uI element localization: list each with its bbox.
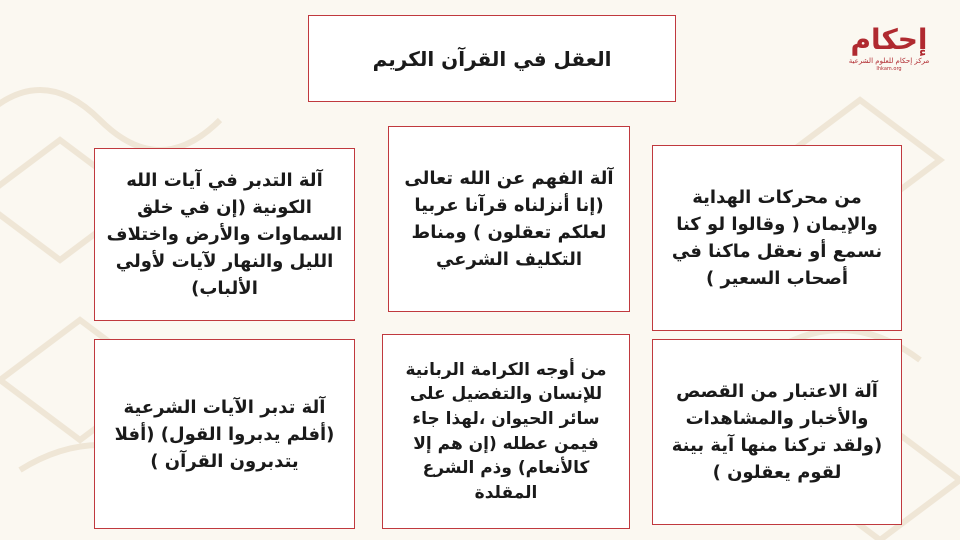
card-text: آلة الفهم عن الله تعالى (إنا أنزلناه قرآنا عربيا لعلكم تعقلون ) ومناط التكليف الشرعي (404, 168, 614, 270)
card-top-left (94, 148, 355, 321)
card-text: من أوجه الكرامة الربانية للإنسان والتفضيل على سائر الحيوان ،لهذا جاء فيمن عطله (إن هم إلا كالأنعام) وذم الشرع المقلدة (405, 359, 607, 503)
card-bottom-right (652, 339, 902, 525)
card-text: من محركات الهداية والإيمان ( وقالوا لو كنا نسمع أو نعقل ماكنا في أصحاب السعير ) (671, 187, 883, 289)
card-text: آلة الاعتبار من القصص والأخبار والمشاهدات (ولقد تركنا منها آية بينة لقوم يعقلون ) (671, 381, 883, 483)
card-bottom-center (382, 334, 630, 529)
card-text: آلة التدبر في آيات الله الكونية (إن في خلق السماوات والأرض واختلاف الليل والنهار لآيات لأولي الألباب) (106, 170, 343, 299)
logo-subtitle: مركز إحكام للعلوم الشرعية (848, 57, 930, 65)
page-title: العقل في القرآن الكريم (372, 46, 612, 71)
card-bottom-left (94, 339, 355, 529)
title-box (308, 15, 676, 102)
brand-logo (848, 25, 930, 95)
logo-name: إحكام (850, 23, 928, 56)
card-top-right (652, 145, 902, 331)
logo-url: Ihkam.org (876, 66, 902, 72)
card-top-center (388, 126, 630, 312)
card-text: آلة تدبر الآيات الشرعية (أفلم يدبروا القول) (أفلا يتدبرون القرآن ) (114, 396, 335, 472)
